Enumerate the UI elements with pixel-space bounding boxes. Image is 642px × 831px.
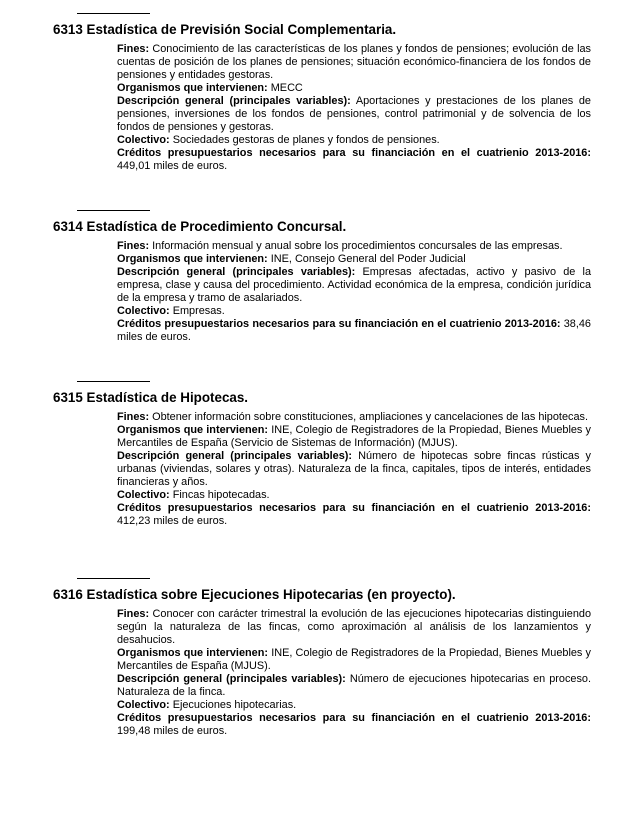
fines-label: Fines: — [117, 240, 150, 252]
colectivo-label: Colectivo: — [117, 489, 170, 501]
creditos-text: 412,23 miles de euros. — [117, 515, 228, 527]
fines-label: Fines: — [117, 608, 150, 620]
colectivo-label: Colectivo: — [117, 134, 170, 146]
creditos-label: Créditos presupuestarios necesarios para su financiación en el cuatrienio 2013-2016: — [117, 147, 591, 159]
organismos-label: Organismos que intervienen: — [117, 647, 268, 659]
fines-text: Conocer con carácter trimestral la evolución de las ejecuciones hipotecarias distinguiendo según la naturaleza de las fincas, como aproximación al análisis de los lanzamientos y desahucios. — [117, 608, 591, 646]
section-heading: 6314 Estadística de Procedimiento Concursal. — [53, 219, 347, 234]
colectivo-label: Colectivo: — [117, 305, 170, 317]
colectivo-text: Ejecuciones hipotecarias. — [172, 699, 297, 711]
descripcion-label: Descripción general (principales variables): — [117, 673, 346, 685]
colectivo-paragraph — [117, 134, 591, 147]
creditos-text: 38,46 miles de euros. — [117, 318, 591, 343]
section-rule — [77, 13, 150, 14]
organismos-text: MECC — [270, 82, 303, 94]
section-body — [117, 43, 591, 173]
fines-text: Obtener información sobre constituciones, ampliaciones y cancelaciones de las hipotecas. — [152, 411, 588, 423]
creditos-label: Créditos presupuestarios necesarios para su financiación en el cuatrienio 2013-2016: — [117, 502, 591, 514]
colectivo-text: Fincas hipotecadas. — [172, 489, 270, 501]
organismos-paragraph — [117, 253, 591, 266]
organismos-paragraph — [117, 424, 591, 450]
colectivo-paragraph — [117, 305, 591, 318]
descripcion-label: Descripción general (principales variables): — [117, 95, 351, 107]
descripcion-label: Descripción general (principales variables): — [117, 266, 356, 278]
organismos-label: Organismos que intervienen: — [117, 253, 268, 265]
colectivo-paragraph — [117, 699, 591, 712]
section-heading: 6316 Estadística sobre Ejecuciones Hipotecarias (en proyecto). — [53, 587, 456, 602]
descripcion-text: Número de hipotecas sobre fincas rústicas y urbanas (viviendas, solares y otras). Naturaleza de la finca, capitales, tipos de interés, entidades financieras y años. — [117, 450, 591, 488]
creditos-text: 199,48 miles de euros. — [117, 725, 228, 737]
fines-label: Fines: — [117, 411, 150, 423]
fines-paragraph — [117, 240, 591, 253]
creditos-paragraph — [117, 318, 591, 344]
organismos-paragraph — [117, 647, 591, 673]
section-body — [117, 240, 591, 344]
organismos-text: INE, Consejo General del Poder Judicial — [270, 253, 466, 265]
creditos-label: Créditos presupuestarios necesarios para su financiación en el cuatrienio 2013-2016: — [117, 318, 561, 330]
colectivo-paragraph — [117, 489, 591, 502]
fines-text: Información mensual y anual sobre los procedimientos concursales de las empresas. — [152, 240, 563, 252]
descripcion-label: Descripción general (principales variables): — [117, 450, 353, 462]
fines-label: Fines: — [117, 43, 150, 55]
colectivo-text: Empresas. — [172, 305, 225, 317]
descripcion-paragraph — [117, 266, 591, 305]
organismos-label: Organismos que intervienen: — [117, 82, 268, 94]
section-body — [117, 411, 591, 528]
organismos-text: INE, Colegio de Registradores de la Propiedad, Bienes Muebles y Mercantiles de España (Servicio de Sistemas de Información) (MJUS). — [117, 424, 591, 449]
creditos-paragraph — [117, 502, 591, 528]
descripcion-paragraph — [117, 450, 591, 489]
section-rule — [77, 381, 150, 382]
organismos-paragraph — [117, 82, 591, 95]
fines-paragraph — [117, 411, 591, 424]
fines-text: Conocimiento de las características de los planes y fondos de pensiones; evolución de las cuentas de posición de los planes de pensiones; situación económico-financiera de los fondos de pensiones y entidades gestoras. — [117, 43, 592, 81]
section-rule — [77, 210, 150, 211]
creditos-label: Créditos presupuestarios necesarios para su financiación en el cuatrienio 2013-2016: — [117, 712, 591, 724]
section-heading: 6315 Estadística de Hipotecas. — [53, 390, 249, 405]
descripcion-text: Aportaciones y prestaciones de los planes de pensiones, inversiones de los fondos de pensiones, control patrimonial y de solvencia de los fondos de pensiones y gestoras. — [117, 95, 591, 133]
fines-paragraph — [117, 43, 591, 82]
fines-paragraph — [117, 608, 591, 647]
descripcion-paragraph — [117, 673, 591, 699]
section-body — [117, 608, 591, 738]
descripcion-text: Número de ejecuciones hipotecarias en proceso. Naturaleza de la finca. — [117, 673, 591, 698]
creditos-paragraph — [117, 712, 591, 738]
colectivo-label: Colectivo: — [117, 699, 170, 711]
section-heading: 6313 Estadística de Previsión Social Complementaria. — [53, 22, 397, 37]
creditos-text: 449,01 miles de euros. — [117, 160, 228, 172]
organismos-text: INE, Colegio de Registradores de la Propiedad, Bienes Muebles y Mercantiles de España (MJUS). — [117, 647, 591, 672]
descripcion-text: Empresas afectadas, activo y pasivo de la empresa, clase y causa del procedimiento. Actividad económica de la empresa, condición jurídica de la empresa y tramo de asalariados. — [117, 266, 592, 304]
colectivo-text: Sociedades gestoras de planes y fondos de pensiones. — [172, 134, 440, 146]
creditos-paragraph — [117, 147, 591, 173]
descripcion-paragraph — [117, 95, 591, 134]
section-rule — [77, 578, 150, 579]
organismos-label: Organismos que intervienen: — [117, 424, 268, 436]
